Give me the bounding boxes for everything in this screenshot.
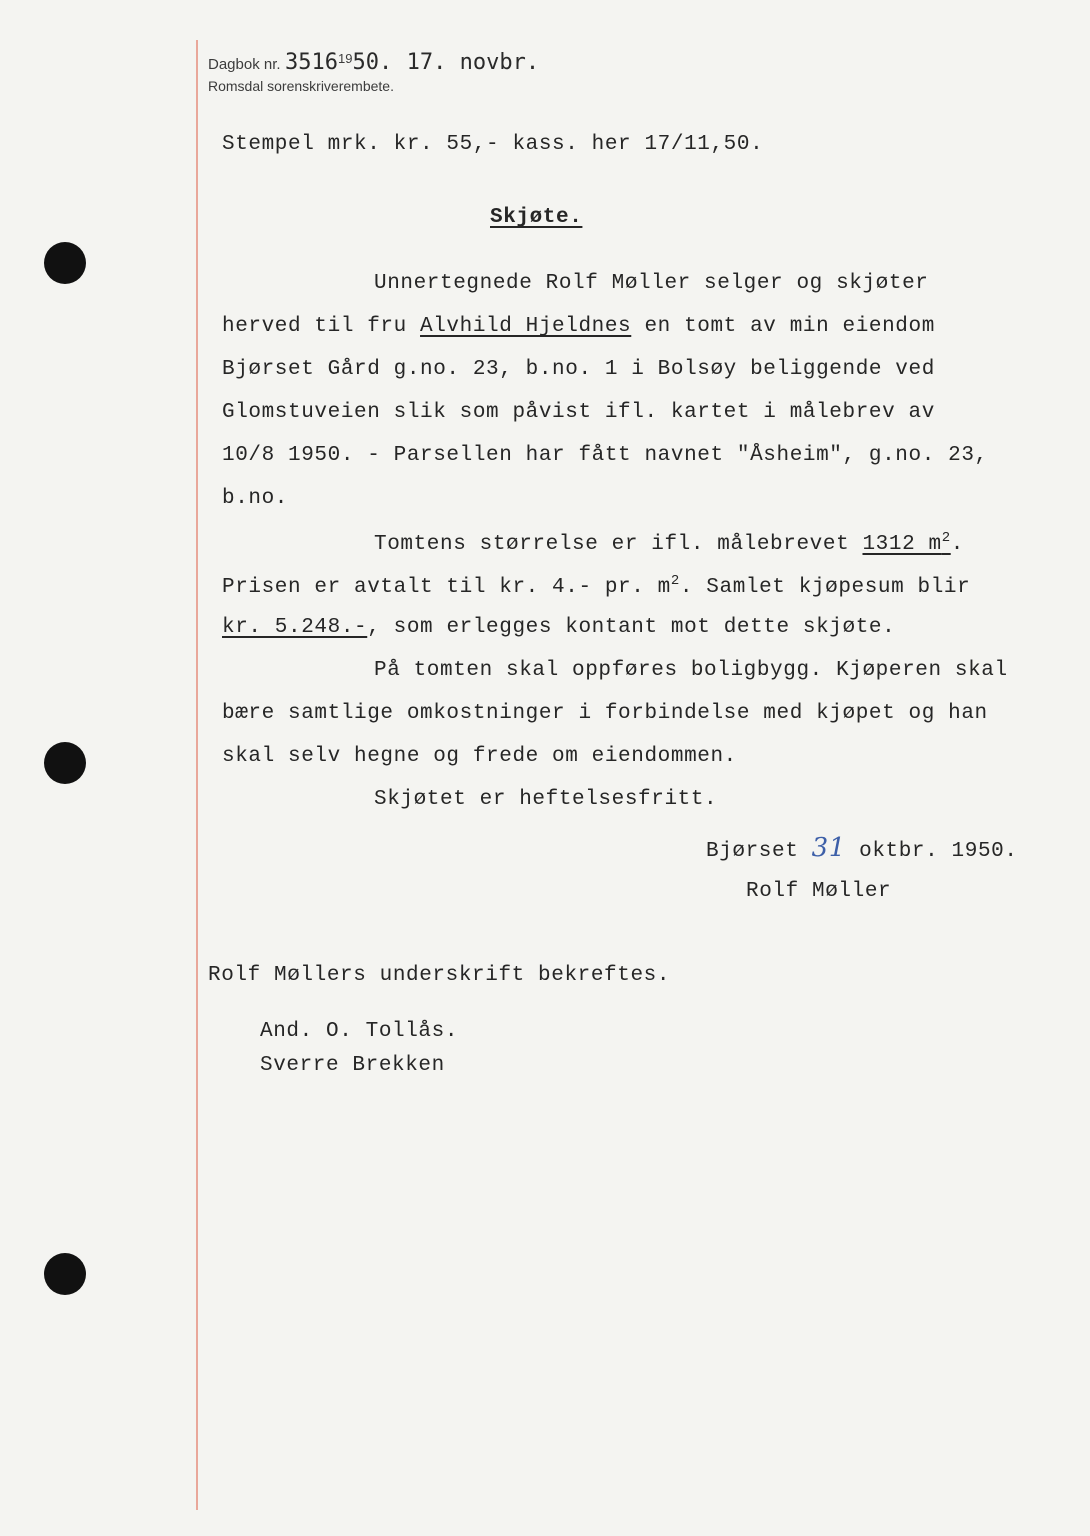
seller-signature: Rolf Møller: [746, 880, 892, 903]
dagbok-number: 3516: [285, 50, 338, 75]
plot-size-value: 1312 m: [862, 533, 942, 556]
signing-place-date: [706, 833, 1018, 863]
margin-line: [196, 40, 198, 1510]
punch-hole-icon: [44, 742, 86, 784]
body-line: Bjørset Gård g.no. 23, b.no. 1 i Bolsøy beliggende ved: [222, 358, 935, 381]
body-line: bære samtlige omkostninger i forbindelse med kjøpet og han: [222, 702, 988, 725]
body-text: Tomtens størrelse er ifl. målebrevet: [374, 533, 863, 556]
signing-date: oktbr. 1950.: [845, 840, 1018, 863]
witness-name: And. O. Tollås.: [260, 1020, 459, 1043]
plot-size: [862, 530, 951, 556]
witness-name: Sverre Brekken: [260, 1054, 445, 1077]
body-line: Skjøtet er heftelsesfritt.: [374, 788, 718, 811]
body-line: [222, 573, 970, 599]
body-line: [222, 616, 895, 639]
office-name: Romsdal sorenskriverembete.: [208, 78, 394, 94]
body-line: skal selv hegne og frede om eiendommen.: [222, 745, 737, 768]
body-line: Glomstuveien slik som påvist ifl. kartet i målebrev av: [222, 401, 935, 424]
document-title: Skjøte.: [490, 206, 583, 229]
body-line: På tomten skal oppføres boligbygg. Kjøperen skal: [374, 659, 1008, 682]
body-line: Unnertegnede Rolf Møller selger og skjøter: [374, 272, 929, 295]
body-text: Prisen er avtalt til kr. 4.- pr. m: [222, 576, 671, 599]
year-suffix: 50.: [352, 50, 393, 75]
signing-place: Bjørset: [706, 840, 812, 863]
year-prefix: 19: [337, 51, 353, 66]
stamp-fee-line: Stempel mrk. kr. 55,- kass. her 17/11,50.: [222, 133, 764, 156]
handwritten-day: 31: [811, 833, 846, 863]
body-line: [222, 315, 935, 338]
body-line: 10/8 1950. - Parsellen har fått navnet "Åsheim", g.no. 23,: [222, 444, 988, 467]
dagbok-stamp: [208, 50, 539, 75]
body-line: [374, 530, 964, 556]
punch-hole-icon: [44, 1253, 86, 1295]
witness-confirmation: Rolf Møllers underskrift bekreftes.: [208, 964, 671, 987]
body-text: en tomt av min eiendom: [631, 315, 935, 338]
body-text: . Samlet kjøpesum blir: [679, 576, 971, 599]
body-text: , som erlegges kontant mot dette skjøte.: [367, 616, 896, 639]
purchase-price: kr. 5.248.-: [222, 616, 368, 639]
punch-hole-icon: [44, 242, 86, 284]
record-date: 17. novbr.: [406, 50, 540, 75]
body-text: herved til fru: [222, 315, 421, 338]
body-text: .: [950, 533, 964, 556]
dagbok-label: Dagbok nr.: [208, 56, 281, 73]
buyer-name: Alvhild Hjeldnes: [420, 315, 632, 338]
body-line: b.no.: [222, 487, 289, 510]
superscript: 2: [941, 530, 951, 546]
superscript: 2: [670, 573, 680, 589]
